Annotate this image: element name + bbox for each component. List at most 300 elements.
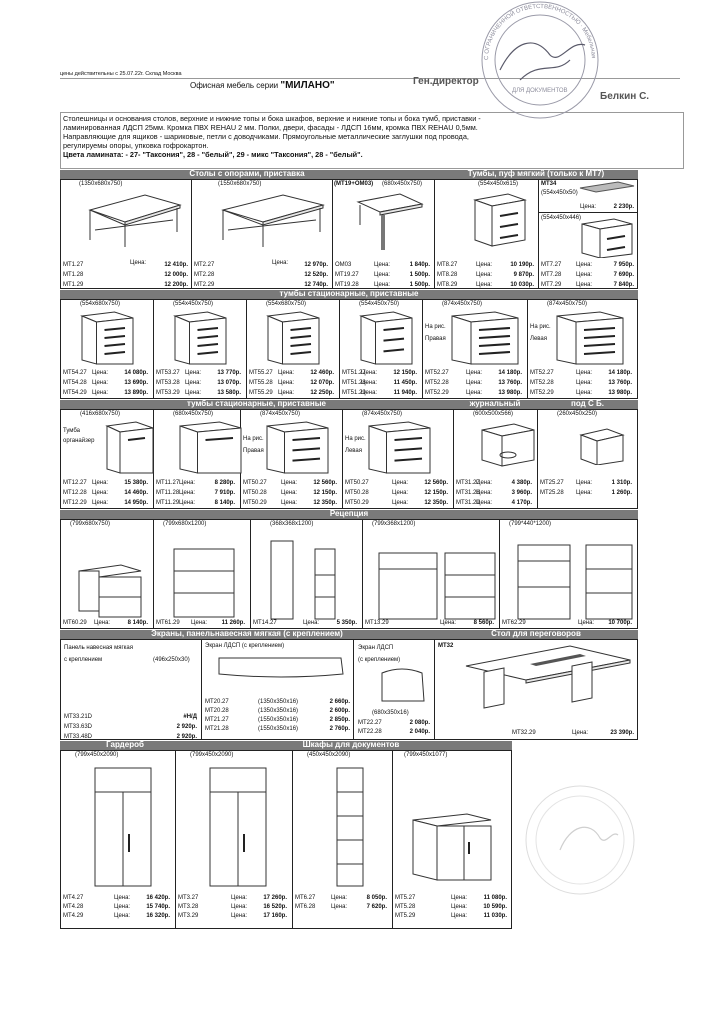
item-price: 2 920р. (176, 734, 197, 740)
item-code: ОМ03 (335, 262, 352, 268)
item-code: МТ52.28 (425, 380, 449, 386)
item-code: МТ22.27 (358, 720, 382, 726)
divider (538, 212, 638, 213)
item-price: 10 030р. (510, 282, 534, 288)
item-code: МТ51.27 (342, 370, 366, 376)
screen-drawing (378, 665, 428, 705)
section-pedestals-fixed: тумбы стационарные, приставные (60, 290, 638, 299)
item-code: МТ1.28 (63, 272, 84, 278)
price-column (410, 478, 448, 508)
size-label: (496х250х30) (153, 657, 190, 663)
size-label: (874х450х750) (260, 411, 301, 417)
series-name: "МИЛАНО" (280, 80, 335, 91)
size-label: (874х450х750) (442, 301, 483, 307)
size-label: (680х450х750) (382, 181, 423, 187)
price-label: Цена: (476, 272, 493, 278)
price-column (249, 894, 287, 921)
item-price: 14 180р. (608, 370, 632, 376)
price-column (299, 478, 337, 508)
intro-line: ламинированная ЛДСП 25мм. Кромка ПВХ REHAU 2 мм. Полки, двери, фасады - ЛДСП 16мм, кромка ПВХ REHAU 0,5мм. (63, 123, 478, 132)
code-column (194, 260, 214, 290)
item-code: МТ55.28 (249, 380, 273, 386)
item-price: 14 080р. (124, 370, 148, 376)
divider (342, 409, 343, 509)
price-label: Цена: (185, 390, 202, 396)
orientation-label: Правая (243, 448, 264, 454)
price-label-column (374, 260, 390, 290)
price-column (197, 478, 235, 508)
item-code: МТ52.29 (425, 390, 449, 396)
size-label: (799*440*1200) (509, 521, 552, 527)
item-code: МТ50.29 (243, 500, 267, 506)
size-label: (450х450х2090) (307, 752, 351, 758)
price-label: Цена: (92, 500, 109, 506)
price-label: Цена: (392, 500, 409, 506)
cabinet-drawing (85, 762, 165, 892)
price-label-column (476, 478, 492, 508)
code-column (243, 478, 267, 508)
price-label-column (185, 368, 201, 398)
orientation-label: Левая (530, 336, 547, 342)
section-pedestals-soft: Тумбы, пуф мягкий (только к МТ7) (434, 170, 638, 179)
item-price: 16 520р. (263, 904, 287, 910)
item-price: 12 000р. (164, 272, 188, 278)
divider (153, 299, 154, 399)
item-code: МТ53.27 (156, 370, 180, 376)
price-label-column (576, 260, 592, 290)
price-column (203, 368, 241, 398)
item-code: МТ3.28 (178, 904, 199, 910)
item-code: МТ19.27 (335, 272, 359, 278)
item-code: МТ55.27 (249, 370, 273, 376)
price-label-column (179, 478, 195, 508)
price-label-column (331, 894, 347, 912)
item-price: 2 040р. (409, 729, 430, 735)
code-column (249, 368, 273, 398)
item-code: МТ13.29 (365, 620, 389, 626)
reception-drawing (265, 535, 385, 620)
item-code: МТ51.28 (342, 380, 366, 386)
section-tables: Столы с опорами, приставка (60, 170, 434, 179)
price-column (290, 260, 328, 290)
desk-drawing (85, 190, 185, 250)
price-label: Цена: (576, 480, 593, 486)
price-label: Цена: (179, 490, 196, 496)
meeting-title: МТ32 (438, 643, 454, 649)
item-code: МТ31.27 (456, 480, 480, 486)
price-label: Цена: (92, 390, 109, 396)
price-label: Цена: (374, 262, 391, 268)
code-column (358, 719, 382, 737)
item-code: МТ6.28 (295, 904, 316, 910)
size-label: (1550х350х16) (258, 726, 299, 732)
price-label: Цена: (576, 390, 593, 396)
item-price: 13 580р. (217, 390, 241, 396)
item-code: МТ50.28 (345, 490, 369, 496)
item-price: 1 310р. (611, 480, 632, 486)
price-label-column (231, 894, 247, 921)
price-column (110, 478, 148, 508)
price-label: Цена: (576, 262, 593, 268)
item-price: 11 260р. (221, 620, 245, 626)
price-label: Цена: (185, 380, 202, 386)
screen-drawing (215, 652, 347, 682)
price-label: Цена: (374, 282, 391, 288)
code-column (335, 260, 359, 290)
item-price: 8 560р. (473, 620, 494, 626)
price-label: Цена: (361, 370, 378, 376)
item-price: 8 140р. (127, 620, 148, 626)
size-label: (416х680х750) (80, 411, 121, 417)
size-label: (874х450х750) (362, 411, 403, 417)
price-label: Цена: (92, 480, 109, 486)
size-label: (680х350х16) (372, 710, 409, 716)
item-price: 12 250р. (310, 390, 334, 396)
item-code: МТ5.27 (395, 895, 416, 901)
item-price: 11 940р. (393, 390, 417, 396)
price-label: Цена: (451, 913, 468, 919)
item-price: 2 600р. (329, 708, 350, 714)
item-price: 12 150р. (393, 370, 417, 376)
item-price: 14 460р. (124, 490, 148, 496)
code-column (541, 260, 561, 290)
price-label: Цена: (281, 490, 298, 496)
item-code: МТ7.28 (541, 272, 562, 278)
pedestal-drawing (555, 310, 625, 366)
section-pedestals-fixed-2: тумбы стационарные, приставные (60, 400, 453, 409)
price-label: Цена: (278, 390, 295, 396)
item-price: 1 500р. (409, 282, 430, 288)
price-label: Цена: (130, 260, 147, 266)
price-label: Цена: (576, 490, 593, 496)
divider (422, 299, 423, 399)
size-label: (1550х350х16) (258, 717, 299, 723)
pedestal-drawing (367, 420, 432, 475)
organizer-label: органайзер (63, 438, 95, 444)
item-price: 13 980р. (608, 390, 632, 396)
item-price: 13 890р. (124, 390, 148, 396)
item-price: 12 560р. (313, 480, 337, 486)
price-label: Цена: (278, 370, 295, 376)
on-pic-label: На рис. (345, 436, 366, 442)
code-column (205, 698, 229, 734)
on-pic-label: На рис. (530, 324, 551, 330)
seal-inner-text: ДЛЯ ДОКУМЕНТОВ (512, 88, 568, 94)
item-price: 16 420р. (146, 895, 170, 901)
price-label: Цена: (179, 500, 196, 506)
price-label: Цена: (231, 904, 248, 910)
divider (175, 750, 176, 929)
price-label: Цена: (451, 904, 468, 910)
item-code: МТ11.29 (156, 500, 180, 506)
item-price: 7 910р. (214, 490, 235, 496)
item-code: МТ54.29 (63, 390, 87, 396)
code-column (156, 478, 179, 508)
item-code: МТ33.48D (64, 734, 93, 740)
code-column (63, 894, 83, 921)
price-label: Цена: (92, 370, 109, 376)
price-column (379, 368, 417, 398)
price-label-column (281, 478, 297, 508)
cell-title: МТ34 (541, 181, 557, 187)
divider (434, 639, 435, 740)
item-price: 2 760р. (329, 726, 350, 732)
price-label-column (451, 894, 467, 921)
price-label: Цена: (440, 620, 457, 626)
pedestal-drawing (578, 218, 636, 258)
item-code: МТ61.29 (156, 620, 180, 626)
item-price: 12 520р. (304, 272, 328, 278)
price-label-column (92, 478, 108, 508)
item-price: 5 350р. (336, 620, 357, 626)
price-column (469, 894, 507, 921)
pedestal-drawing (173, 310, 228, 366)
price-label: Цена: (281, 480, 298, 486)
item-code: МТ31.28 (456, 490, 480, 496)
item-price: 7 950р. (613, 262, 634, 268)
meeting-price: 23 390р. (610, 730, 634, 736)
reception-drawing (377, 535, 497, 620)
item-code: МТ21.27 (205, 717, 229, 723)
size-label: (1350х350х16) (258, 708, 299, 714)
code-column (437, 260, 457, 290)
series-prefix: Офисная мебель серии (190, 81, 279, 90)
price-label: Цена: (578, 620, 595, 626)
coffee-table-drawing (478, 420, 538, 470)
size-label: (554х680х750) (80, 301, 121, 307)
price-label: Цена: (114, 895, 131, 901)
price-label-column (278, 368, 294, 398)
reception-drawing (514, 535, 634, 620)
item-price: 13 760р. (498, 380, 522, 386)
item-code: МТ7.27 (541, 262, 562, 268)
size-label: (554х450х50) (541, 190, 578, 196)
item-code: МТ5.28 (395, 904, 416, 910)
size-label: (799х450х2090) (190, 752, 234, 758)
pouf-drawing (578, 180, 636, 194)
item-code: МТ50.27 (345, 480, 369, 486)
price-column (594, 368, 632, 398)
director-label: Ген.директор (413, 76, 479, 87)
seal-ring-text: С ОГРАНИЧЕННОЙ ОТВЕТСТВЕННОСТЬЮ · Мебельная (483, 3, 596, 61)
price-label: Цена: (476, 500, 493, 506)
code-column (540, 478, 564, 498)
item-code: МТ25.28 (540, 490, 564, 496)
item-price: 13 070р. (217, 380, 241, 386)
item-price: 4 170р. (511, 500, 532, 506)
item-code: МТ12.29 (63, 500, 87, 506)
price-label: Цена: (114, 913, 131, 919)
intro-text (63, 114, 481, 159)
item-price: 12 740р. (304, 282, 328, 288)
price-label: Цена: (361, 380, 378, 386)
item-price: 13 980р. (498, 390, 522, 396)
code-column (63, 478, 87, 508)
divider (201, 639, 202, 740)
price-column (594, 478, 632, 498)
section-coffee-table: журнальный (453, 400, 537, 409)
price-label: Цена: (374, 272, 391, 278)
size-label: (1550х680х750) (218, 181, 262, 187)
price-label: Цена: (272, 260, 289, 266)
price-column (132, 894, 170, 921)
item-code: МТ2.29 (194, 282, 215, 288)
size-label: (799х680х750) (70, 521, 111, 527)
price-column (155, 712, 197, 742)
cabinet-drawing (200, 762, 280, 892)
item-price: 10 590р. (483, 904, 507, 910)
cabinet-drawing (317, 762, 377, 892)
item-price: 7 840р. (613, 282, 634, 288)
divider (292, 750, 293, 929)
item-code: МТ22.28 (358, 729, 382, 735)
divider (191, 179, 192, 289)
item-code: МТ6.27 (295, 895, 316, 901)
size-label: (554х450х615) (478, 181, 519, 187)
meeting-table-drawing (460, 640, 635, 720)
size-label: (1350х680х750) (79, 181, 123, 187)
price-label: Цена: (576, 282, 593, 288)
price-column (150, 260, 188, 290)
code-column (295, 894, 315, 912)
item-code: МТ54.27 (63, 370, 87, 376)
size-label: (874х450х750) (547, 301, 588, 307)
company-seal (460, 0, 620, 120)
price-label: Цена: (466, 390, 483, 396)
item-price: 2 660р. (329, 699, 350, 705)
item-price: 9 870р. (513, 272, 534, 278)
item-code: МТ11.28 (156, 490, 180, 496)
price-label: Цена: (179, 480, 196, 486)
item-price: 3 960р. (511, 490, 532, 496)
price-label: Цена: (576, 380, 593, 386)
code-column (395, 894, 415, 921)
item-price: 15 380р. (124, 480, 148, 486)
item-code: МТ53.29 (156, 390, 180, 396)
item-price: 10 700р. (608, 620, 632, 626)
price-label: Цена: (392, 490, 409, 496)
price-label: Цена: (476, 282, 493, 288)
seal-watermark (520, 780, 640, 900)
item-code: МТ54.28 (63, 380, 87, 386)
price-label-column (576, 368, 592, 398)
orientation-label: Правая (425, 336, 446, 342)
cabinet-drawing (407, 810, 497, 885)
item-price: 13 760р. (608, 380, 632, 386)
item-code: МТ1.27 (63, 262, 84, 268)
price-label-column (361, 368, 377, 398)
screen-title-2: (с креплением) (358, 657, 401, 663)
price-label: Цена: (392, 480, 409, 486)
item-code: МТ51.29 (342, 390, 366, 396)
series-title (190, 80, 335, 91)
item-code: МТ50.29 (345, 500, 369, 506)
item-code: МТ52.28 (530, 380, 554, 386)
item-price: 8 140р. (214, 500, 235, 506)
price-column (349, 894, 387, 912)
item-code: МТ2.28 (194, 272, 215, 278)
screen-title: Экран ЛДСП (с креплением) (205, 643, 285, 649)
item-price: 17 260р. (263, 895, 287, 901)
item-code: МТ4.27 (63, 895, 84, 901)
price-column (296, 368, 334, 398)
item-price: 1 840р. (409, 262, 430, 268)
item-code: МТ4.29 (63, 913, 84, 919)
item-price: 7 690р. (613, 272, 634, 278)
item-price: 12 560р. (424, 480, 448, 486)
code-column (156, 368, 180, 398)
section-meeting-table: Стол для переговоров (434, 630, 638, 639)
item-price: 2 080р. (409, 720, 430, 726)
code-column (63, 260, 83, 290)
item-code: МТ12.28 (63, 490, 87, 496)
item-code: МТ2.27 (194, 262, 215, 268)
item-code: МТ4.28 (63, 904, 84, 910)
pedestal-drawing (80, 310, 135, 366)
item-code: МТ50.28 (243, 490, 267, 496)
item-price: 2 850р. (329, 717, 350, 723)
price-column (494, 478, 532, 508)
item-price: 4 380р. (511, 480, 532, 486)
divider (353, 639, 354, 740)
item-price: 12 410р. (164, 262, 188, 268)
item-code: МТ52.27 (425, 370, 449, 376)
price-label: Цена: (361, 390, 378, 396)
price-label: Цена: (476, 262, 493, 268)
item-price: 7 620р. (366, 904, 387, 910)
price-label: Цена: (572, 730, 589, 736)
item-code: МТ53.28 (156, 380, 180, 386)
price-label: Цена: (331, 904, 348, 910)
item-price: 2 920р. (176, 724, 197, 730)
extension-drawing (350, 190, 430, 255)
meeting-code: МТ32.29 (512, 730, 536, 736)
size-label: (554х450х750) (173, 301, 214, 307)
size-label: (799х450х1077) (404, 752, 448, 758)
item-price: #Н/Д (183, 714, 197, 720)
item-code: МТ14.27 (253, 620, 277, 626)
item-code: МТ33.63D (64, 724, 93, 730)
size-column (258, 698, 298, 734)
price-label: Цена: (278, 380, 295, 386)
section-wardrobe: Гардероб (60, 741, 190, 750)
item-price: 12 150р. (424, 490, 448, 496)
item-price: 12 350р. (313, 500, 337, 506)
item-price: 13 770р. (217, 370, 241, 376)
item-price: 12 070р. (310, 380, 334, 386)
size-label: (260х450х250) (557, 411, 598, 417)
size-label: (600х500х566) (473, 411, 514, 417)
item-price: 1 500р. (409, 272, 430, 278)
price-label: Цена: (92, 490, 109, 496)
tumba-label: Тумба (63, 428, 80, 434)
item-code: МТ52.27 (530, 370, 554, 376)
item-code: МТ33.21D (64, 714, 93, 720)
divider (434, 179, 435, 289)
divider (453, 409, 454, 509)
price-column (496, 260, 534, 290)
size-label: (368х368х1200) (270, 521, 314, 527)
item-price: 12 970р. (304, 262, 328, 268)
item-price: 8 280р. (214, 480, 235, 486)
item-code: МТ20.28 (205, 708, 229, 714)
divider (527, 299, 528, 399)
price-label: Цена: (114, 904, 131, 910)
price-label: Цена: (451, 895, 468, 901)
price-column (390, 719, 430, 737)
divider (538, 179, 539, 289)
item-code: МТ8.28 (437, 272, 458, 278)
